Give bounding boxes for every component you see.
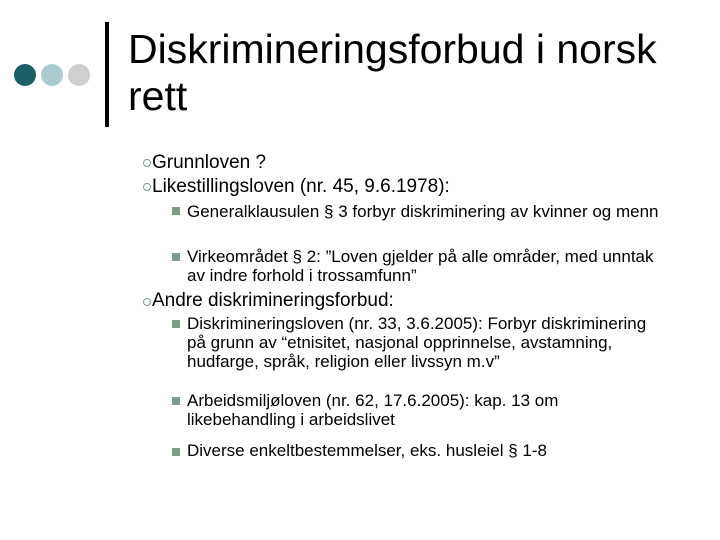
bullet-andre-diskrimineringsforbud: Andre diskrimineringsforbud: [152,290,394,311]
ring-bullet-icon [143,298,151,306]
sub-bullet-diverse-enkeltbestemmelser: Diverse enkeltbestemmelser, eks. husleiel § 1-8 [187,441,547,460]
bullet-grunnloven: Grunnloven ? [152,152,267,173]
square-bullet-icon [172,448,180,456]
sub-bullet-generalklausulen: Generalklausulen § 3 forbyr diskriminering av kvinner og menn [187,202,659,221]
square-bullet-icon [172,320,180,328]
sub-bullet-virkeomradet: Virkeområdet § 2: ”Loven gjelder på alle områder, med unntak av indre forhold i trossamfunn” [187,247,654,285]
square-bullet-icon [172,207,180,215]
sub-bullet-arbeidsmiljoloven: Arbeidsmiljøloven (nr. 62, 17.6.2005): kap. 13 om likebehandling i arbeidslivet [187,391,559,429]
square-bullet-icon [172,397,180,405]
slide-title: Diskrimineringsforbud i norsk rett [128,26,657,119]
ring-bullet-icon [143,183,151,191]
ring-bullet-icon [143,159,151,167]
square-bullet-icon [172,253,180,261]
bullet-likestillingsloven: Likestillingsloven (nr. 45, 9.6.1978): [152,176,450,197]
sub-bullet-diskrimineringsloven: Diskrimineringsloven (nr. 33, 3.6.2005): Forbyr diskriminering på grunn av “etnisitet, nasjonal opprinnelse, avstamning, hudfarge, språk, religion eller livssyn m.v” [187,314,647,371]
